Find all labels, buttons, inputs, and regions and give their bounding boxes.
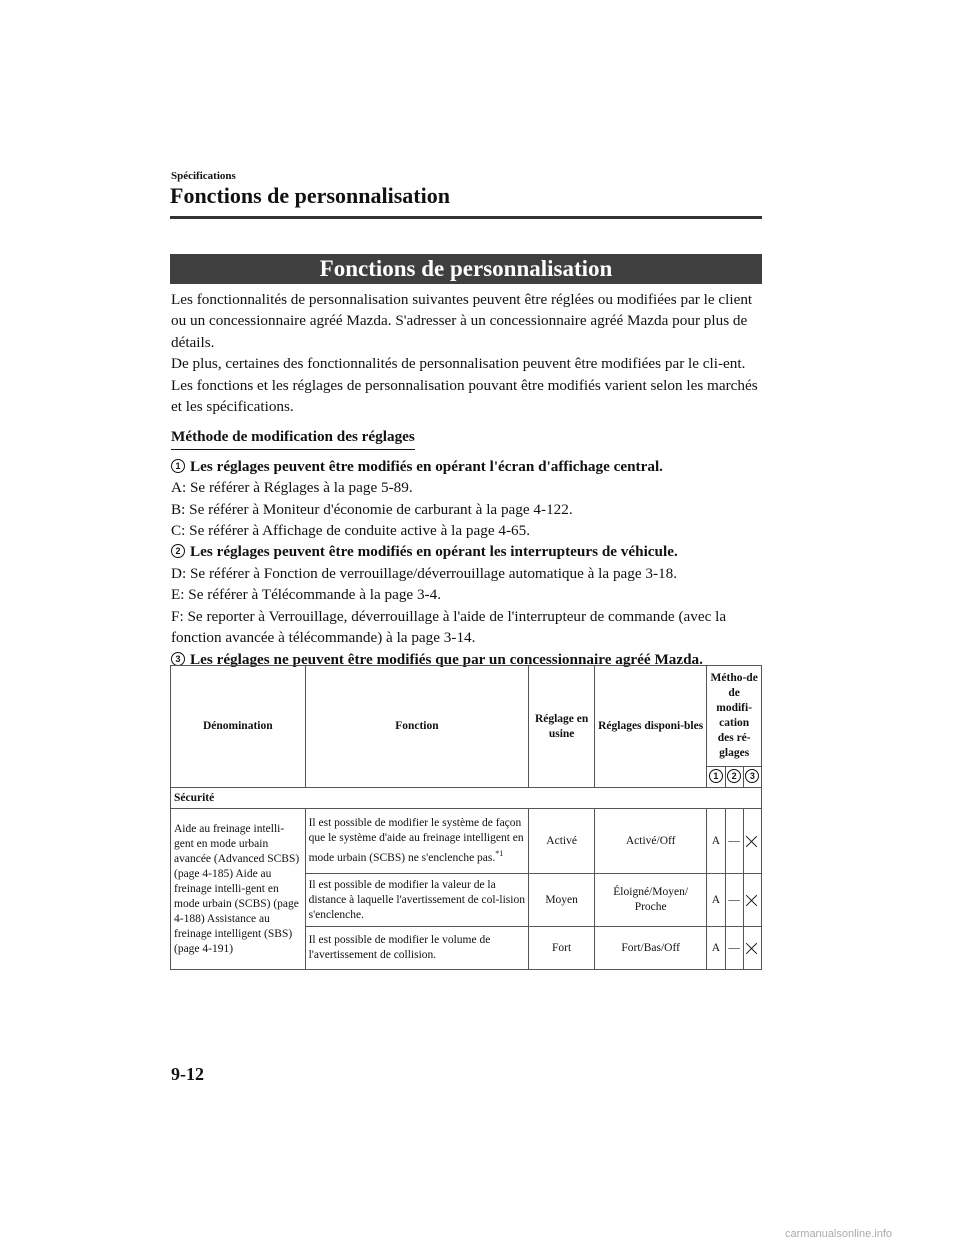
header-rule [170, 216, 762, 219]
function-cell: Il est possible de modifier la valeur de la distance à laquelle l'avertissement de col-lision s'enclenche. [305, 874, 529, 927]
method-3-cell [743, 809, 761, 874]
function-text: Il est possible de modifier le système de façon que le système d'aide au freinage intelligent en mode urbain (SCBS) ne s'enclenche pas. [308, 817, 524, 864]
method-col-2 [725, 767, 743, 788]
not-available-cross-icon [746, 942, 758, 954]
method-subheading: Méthode de modification des réglages [171, 426, 415, 449]
circled-number-1-icon: 1 [171, 459, 185, 473]
category-row [171, 788, 762, 809]
circled-number-3-icon: 3 [171, 652, 185, 666]
function-cell: Il est possible de modifier le volume de l'avertissement de collision. [305, 927, 529, 970]
method-col-1 [707, 767, 725, 788]
method-3-cell [743, 874, 761, 927]
method-2-cell: — [725, 809, 743, 874]
category-label: Sécurité [171, 788, 762, 809]
body-text [171, 289, 771, 670]
watermark: carmanualsonline.info [785, 1228, 893, 1240]
default-cell: Moyen [529, 874, 595, 927]
default-cell: Activé [529, 809, 595, 874]
method-2-cell: — [725, 874, 743, 927]
method-line: C: Se référer à Affichage de conduite active à la page 4-65. [171, 522, 530, 540]
available-cell: Activé/Off [595, 809, 707, 874]
method-3-text: Les réglages ne peuvent être modifiés que par un concessionnaire agréé Mazda. [190, 650, 703, 668]
available-cell: Fort/Bas/Off [595, 927, 707, 970]
header-name: Dénomination [171, 666, 306, 788]
not-available-cross-icon [746, 894, 758, 906]
method-line: A: Se référer à Réglages à la page 5-89. [171, 479, 413, 497]
method-line: E: Se référer à Télécommande à la page 3-4. [171, 586, 442, 604]
intro-paragraph: Les fonctionnalités de personnalisation suivantes peuvent être réglées ou modifiées par le client ou un concessionnaire agréé Mazda. S'adresser à un concessionnaire agréé Mazda pour plus de détails. [171, 291, 753, 351]
circled-number-2-icon: 2 [727, 769, 741, 783]
table-row [171, 809, 762, 874]
page-title: Fonctions de personnalisation [170, 183, 450, 208]
circled-number-2-icon: 2 [171, 544, 185, 558]
method-1-title [171, 456, 771, 477]
method-1-cell: A [707, 927, 725, 970]
header-function: Fonction [305, 666, 529, 788]
method-1-text: Les réglages peuvent être modifiés en opérant l'écran d'affichage central. [190, 457, 663, 475]
circled-number-3-icon: 3 [745, 769, 759, 783]
table-header-row [171, 666, 762, 767]
header-available: Réglages disponi-bles [595, 666, 707, 788]
method-1-cell: A [707, 809, 725, 874]
function-cell [305, 809, 529, 874]
header-method: Métho-de de modifi-cation des ré-glages [707, 666, 762, 767]
method-2-text: Les réglages peuvent être modifiés en opérant les interrupteurs de véhicule. [190, 543, 678, 561]
customization-table [170, 665, 762, 970]
default-cell: Fort [529, 927, 595, 970]
circled-number-1-icon: 1 [709, 769, 723, 783]
section-label: Spécifications [171, 170, 236, 182]
not-available-cross-icon [746, 835, 758, 847]
header-default: Réglage en usine [529, 666, 595, 788]
footnote-mark: *1 [495, 849, 504, 859]
method-3-cell [743, 927, 761, 970]
method-col-3 [743, 767, 761, 788]
intro-paragraph: Les fonctions et les réglages de personnalisation pouvant être modifiés varient selon les marchés et les spécifications. [171, 376, 758, 416]
section-banner: Fonctions de personnalisation [170, 254, 762, 284]
method-2-title [171, 541, 771, 562]
method-line: B: Se référer à Moniteur d'économie de carburant à la page 4-122. [171, 500, 573, 518]
feature-name: Aide au freinage intelli-gent en mode urbain avancée (Advanced SCBS) (page 4-185) Aide au freinage intelli-gent en mode urbain (SCBS) (page 4-188) Assistance au freinage intelligent (SBS) (page 4-191) [171, 809, 306, 970]
method-1-cell: A [707, 874, 725, 927]
intro-paragraph: De plus, certaines des fonctionnalités de personnalisation peuvent être modifiées par le cli-ent. [171, 355, 746, 373]
method-line: D: Se référer à Fonction de verrouillage/déverrouillage automatique à la page 3-18. [171, 564, 678, 582]
method-2-cell: — [725, 927, 743, 970]
page-number: 9-12 [171, 1064, 204, 1084]
available-cell: Éloigné/Moyen/ Proche [595, 874, 707, 927]
method-line: F: Se reporter à Verrouillage, déverrouillage à l'aide de l'interrupteur de commande (avec la fonction avancée à télécommande) à la page 3-14. [171, 607, 727, 647]
